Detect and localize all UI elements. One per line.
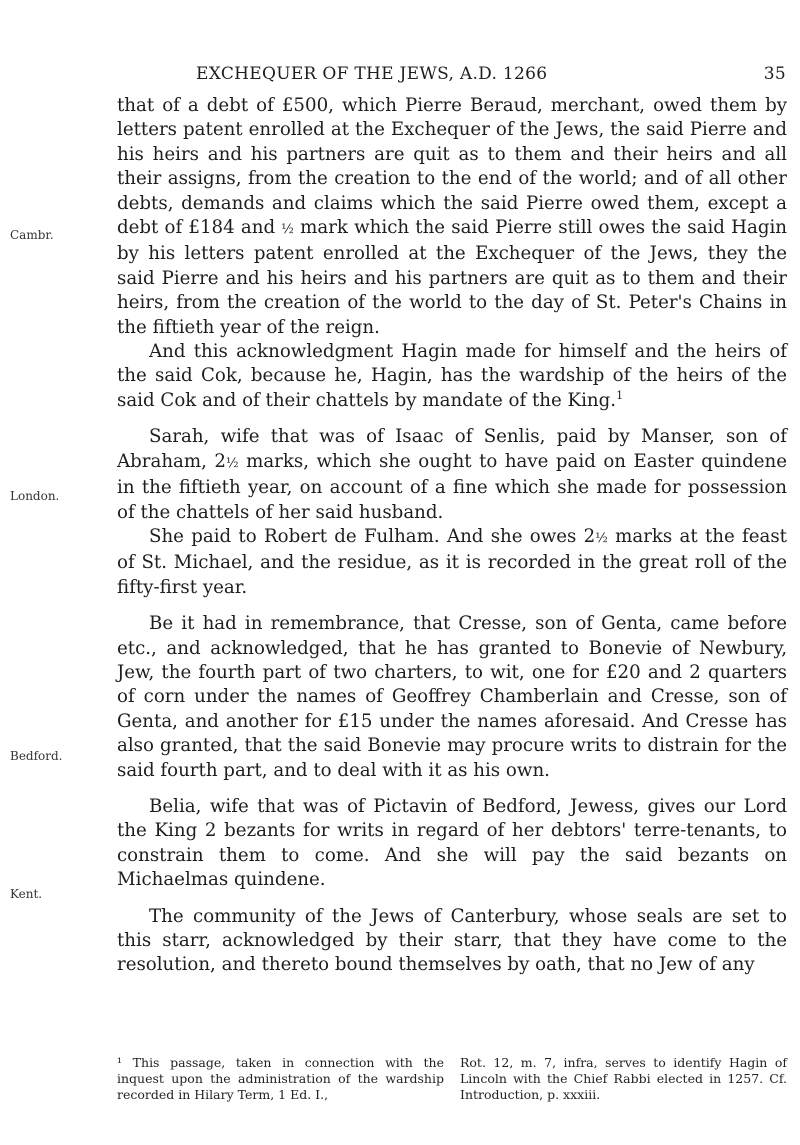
body-text (117, 94, 787, 978)
footnote-ref: 1 (616, 388, 624, 402)
footnote-column-left: ¹ This passage, taken in connection with the inquest upon the administration of the wardship recorded in Hilary Term, 1 Ed. I., (117, 1055, 444, 1102)
paragraph-payment: She paid to Robert de Fulham. And she owes 2½ marks at the feast of St. Michael, and the residue, as it is recorded in the great roll of the fifty-first year. (117, 525, 787, 598)
paragraph-cresse: Be it had in remembrance, that Cresse, son of Genta, came before etc., and acknowledged, that he has granted to Bonevie of Newbury, Jew, the fourth part of two charters, to wit, one for £20 and 2 quarters of corn under the names of Geoffrey Chamberlain and Cresse, son of Genta, and another for £15 under the names aforesaid. And Cresse has also granted, that the said Bonevie may procure writs to distrain for the said fourth part, and to deal with it as his own. (117, 613, 787, 781)
paragraph-acknowledgment: And this acknowledgment Hagin made for himself and the heirs of the said Cok, because he, Hagin, has the wardship of the heirs of the said Cok and of their chattels by mandate of the King.$^1$ (117, 341, 787, 411)
margin-note-kent: Kent. (10, 887, 43, 901)
footnote-column-right: Rot. 12, m. 7, infra, serves to identify Hagin of Lincoln with the Chief Rabbi elected in 1257. Cf. Introduction, p. xxxiii. (460, 1055, 787, 1102)
running-head (196, 64, 786, 84)
fraction-half: ½ (225, 455, 239, 471)
paragraph-belia: Belia, wife that was of Pictavin of Bedford, Jewess, gives our Lord the King 2 bezants for writs in regard of her debtors' terre-tenants, to constrain them to come. And she will pay the said bezants on Michaelmas quindene. (117, 795, 787, 891)
paragraph-canterbury: The community of the Jews of Canterbury, whose seals are set to this starr, acknowledged by their starr, that they have come to the resolution, and thereto bound themselves by oath, that no Jew of any (117, 905, 787, 976)
paragraph-continuation: that of a debt of £500, which Pierre Beraud, merchant, owed them by letters patent enrolled at the Exchequer of the Jews, the said Pierre and his heirs and his partners are quit as to them and their heirs and all their assigns, from the creation to the end of the world; and of all other debts, demands and claims which the said Pierre owed them, except a debt of £184 and ½ mark which the said Pierre still owes the said Hagin by his letters patent enrolled at the Exchequer of the Jews, they the said Pierre and his heirs and his partners are quit as to them and their heirs, from the creation of the world to the day of St. Peter's Chains in the fiftieth year of the reign. (117, 95, 787, 338)
margin-note-bedford: Bedford. (10, 749, 63, 763)
running-head-title: EXCHEQUER OF THE JEWS, A.D. 1266 (196, 64, 548, 84)
footnotes (117, 1055, 787, 1103)
margin-note-cambr: Cambr. (10, 228, 54, 242)
paragraph-sarah: Sarah, wife that was of Isaac of Senlis, paid by Manser, son of Abraham, 2½ marks, which she ought to have paid on Easter quindene in the fiftieth year, on account of a fine which she made for possession of the chattels of her said husband. (117, 426, 787, 523)
fraction-half: ½ (595, 530, 608, 546)
margin-note-london: London. (10, 489, 60, 503)
fraction-half: ½ (281, 222, 294, 238)
page-number: 35 (763, 64, 786, 84)
